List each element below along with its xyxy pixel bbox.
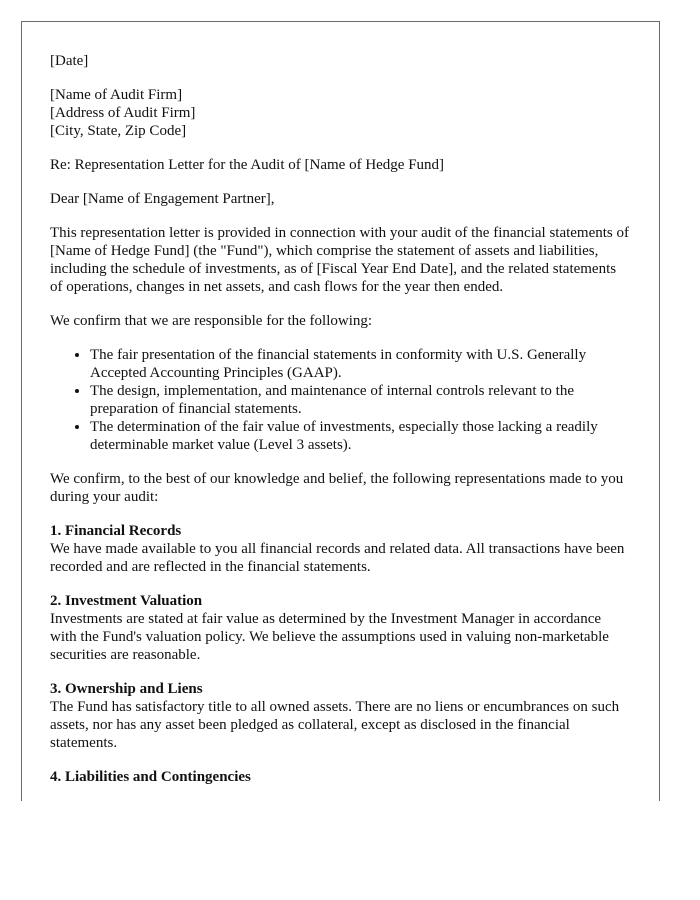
- section-body: The Fund has satisfactory title to all owned assets. There are no liens or encumbrances on such assets, nor has any asset been pledged as collateral, except as disclosed in the financial statements.: [50, 699, 620, 751]
- responsibility-item: • The fair presentation of the financial statements in conformity with U.S. Generally Accepted Accounting Principles (GAAP).: [90, 346, 631, 382]
- section-heading: 1. Financial Records: [50, 523, 182, 539]
- section-investment-valuation: [50, 592, 631, 664]
- responsibilities-list: [50, 346, 631, 454]
- recipient-address: [Address of Audit Firm]: [50, 105, 196, 121]
- section-heading: 2. Investment Valuation: [50, 593, 203, 609]
- recipient-address-block: [50, 86, 631, 140]
- section-liabilities-and-contingencies: [50, 768, 631, 786]
- recipient-city-state-zip: [City, State, Zip Code]: [50, 123, 187, 139]
- letter-date: [Date]: [50, 53, 89, 69]
- section-financial-records: [50, 522, 631, 576]
- letter-subject: Re: Representation Letter for the Audit of [Name of Hedge Fund]: [50, 157, 445, 173]
- letter-salutation: Dear [Name of Engagement Partner],: [50, 191, 275, 207]
- responsibilities-intro: We confirm that we are responsible for the following:: [50, 313, 373, 329]
- representation-letter: [21, 21, 660, 801]
- section-body: We have made available to you all financial records and related data. All transactions have been recorded and are reflected in the financial statements.: [50, 541, 625, 575]
- responsibility-item: • The determination of the fair value of investments, especially those lacking a readily determinable market value (Level 3 assets).: [90, 418, 631, 454]
- section-heading: 4. Liabilities and Contingencies: [50, 769, 251, 785]
- letter-intro-paragraph: This representation letter is provided in connection with your audit of the financial statements of [Name of Hedge Fund] (the "Fund"), which comprise the statement of assets and liabilities, including the schedule of investments, as of [Fiscal Year End Date], and the related statements of operations, changes in net assets, and cash flows for the year then ended.: [50, 225, 630, 295]
- recipient-name: [Name of Audit Firm]: [50, 87, 183, 103]
- responsibility-item: • The design, implementation, and maintenance of internal controls relevant to the preparation of financial statements.: [90, 382, 631, 418]
- representations-intro: We confirm, to the best of our knowledge and belief, the following representations made to you during your audit:: [50, 471, 624, 505]
- section-ownership-and-liens: [50, 680, 631, 752]
- section-body: Investments are stated at fair value as determined by the Investment Manager in accordance with the Fund's valuation policy. We believe the assumptions used in valuing non-marketable securities are reasonable.: [50, 611, 609, 663]
- section-heading: 3. Ownership and Liens: [50, 681, 203, 697]
